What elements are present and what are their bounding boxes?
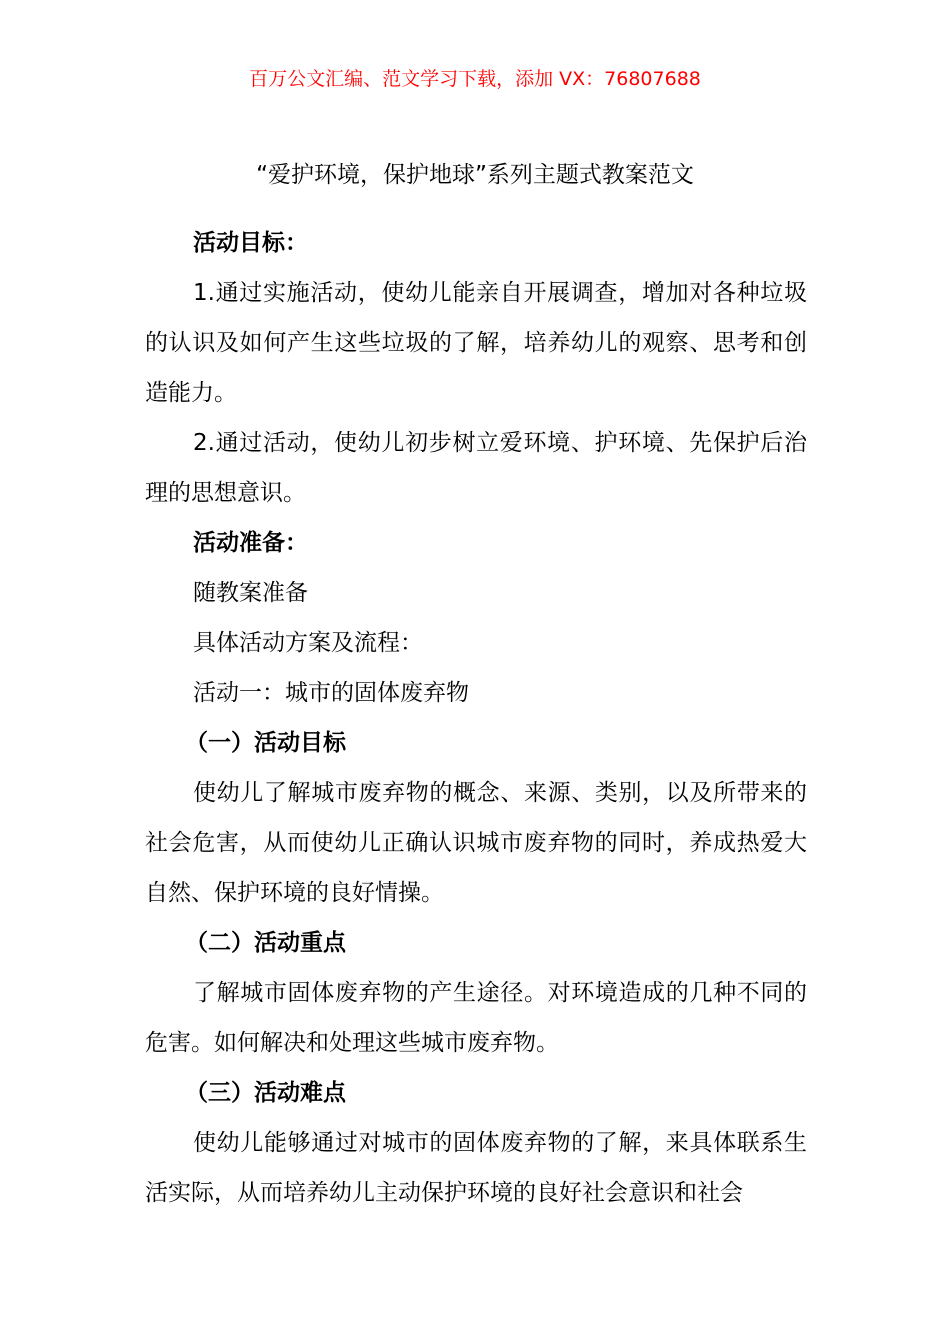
sub-difficulty-paragraph: 使幼儿能够通过对城市的固体废弃物的了解，来具体联系生活实际，从而培养幼儿主动保护环境的良好社会意识和社会 [145, 1130, 807, 1206]
sub-focus-paragraph: 了解城市固体废弃物的产生途径。对环境造成的几种不同的危害。如何解决和处理这些城市废弃物。 [145, 980, 807, 1056]
goal-1-paragraph: 1.通过实施活动，使幼儿能亲自开展调查，增加对各种垃圾的认识及如何产生这些垃圾的了解，培养幼儿的观察、思考和创造能力。 [145, 280, 807, 406]
goal-2-paragraph: 2.通过活动，使幼儿初步树立爱环境、护环境、先保护后治理的思想意识。 [145, 430, 807, 506]
sub-focus-heading: （二）活动重点 [185, 930, 346, 956]
prep-heading: 活动准备： [193, 530, 308, 556]
sub-goal-paragraph: 使幼儿了解城市废弃物的概念、来源、类别，以及所带来的社会危害，从而使幼儿正确认识城市废弃物的同时，养成热爱大自然、保护环境的良好情操。 [145, 780, 807, 906]
plan-heading: 具体活动方案及流程： [193, 630, 423, 656]
activity-1-title: 活动一：城市的固体废弃物 [193, 680, 469, 706]
goals-heading: 活动目标： [193, 230, 308, 256]
document-body [145, 218, 807, 1218]
promo-header: 百万公文汇编、范文学习下载，添加 VX：76807688 [249, 68, 701, 90]
prep-paragraph: 随教案准备 [193, 580, 308, 606]
sub-difficulty-heading: （三）活动难点 [185, 1080, 346, 1106]
sub-goal-heading: （一）活动目标 [185, 730, 346, 756]
document-title: “爱护环境，保护地球”系列主题式教案范文 [256, 162, 694, 188]
